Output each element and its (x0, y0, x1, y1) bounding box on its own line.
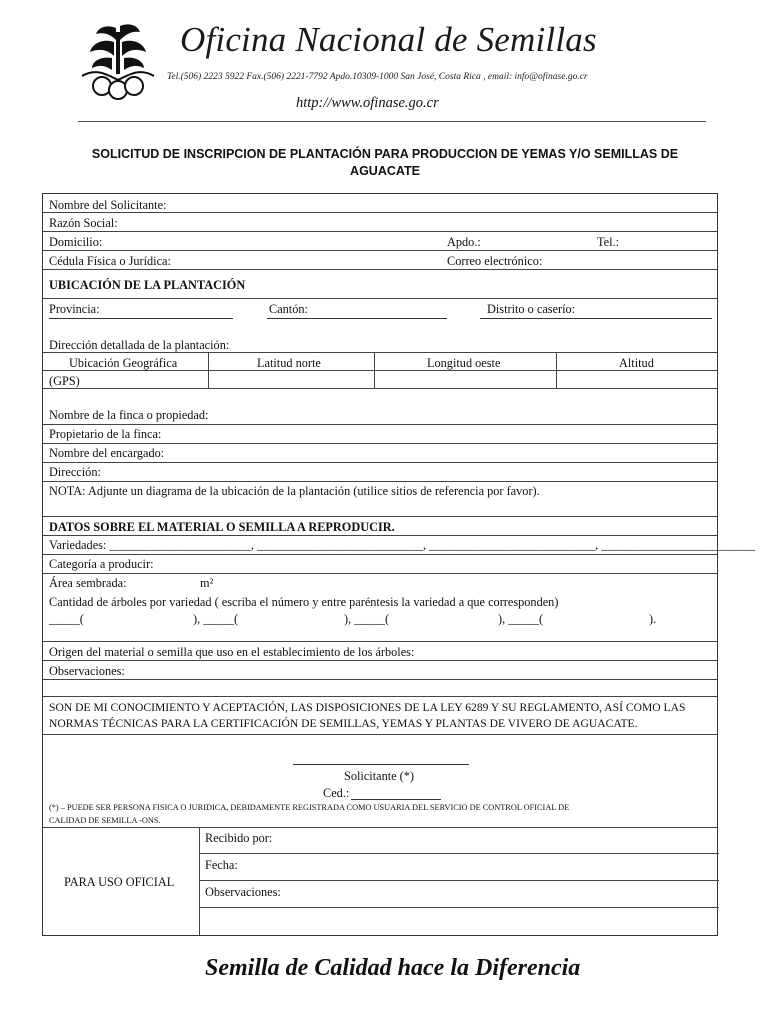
gps-header-longitude: Longitud oeste (427, 356, 501, 370)
area-label: Área sembrada: (49, 576, 127, 590)
org-name: Oficina Nacional de Semillas (180, 20, 597, 59)
footer-slogan: Semilla de Calidad hace la Diferencia (205, 955, 581, 981)
trees-blank-end: ). (649, 612, 657, 626)
trees-blank-1[interactable]: _____( (49, 612, 84, 626)
header-divider (78, 121, 706, 122)
gps-label: (GPS) (49, 374, 80, 388)
ons-logo (76, 22, 160, 100)
observations-label: Observaciones: (49, 664, 125, 678)
id-label: Cédula Física o Jurídica: (49, 254, 171, 268)
declaration-line2: NORMAS TÉCNICAS PARA LA CERTIFICACIÓN DE SEMILLAS, YEMAS Y PLANTAS DE VIVERO DE AGUACATE. (49, 717, 638, 730)
district-field[interactable] (480, 318, 712, 319)
form-title-line2: AGUACATE (350, 164, 420, 178)
applicant-signature-label: Solicitante (*) (344, 769, 415, 783)
location-heading: UBICACIÓN DE LA PLANTACIÓN (49, 278, 246, 292)
ced-field[interactable] (351, 799, 441, 800)
district-label: Distrito o caserío: (487, 302, 576, 316)
category-label: Categoría a producir: (49, 557, 154, 571)
signature-line[interactable] (293, 764, 469, 765)
farm-name-label: Nombre de la finca o propiedad: (49, 408, 209, 422)
detailed-address-label: Dirección detallada de la plantación: (49, 338, 230, 352)
application-form (42, 193, 756, 936)
applicant-name-label: Nombre del Solicitante: (49, 198, 167, 212)
farm-address-label: Dirección: (49, 465, 101, 479)
official-observations-label: Observaciones: (205, 885, 281, 899)
province-field[interactable] (49, 318, 233, 319)
gps-header-altitude: Altitud (619, 356, 654, 370)
address-label: Domicilio: (49, 235, 103, 249)
material-heading: DATOS SOBRE EL MATERIAL O SEMILLA A REPRODUCIR. (49, 520, 395, 534)
diagram-note: NOTA: Adjunte un diagrama de la ubicación de la plantación (utilice sitios de referencia por favor). (49, 484, 540, 498)
form-title-line1: SOLICITUD DE INSCRIPCION DE PLANTACIÓN PARA PRODUCCION DE YEMAS Y/O SEMILLAS DE (91, 147, 679, 161)
ced-label: Ced.: (323, 786, 350, 800)
manager-label: Nombre del encargado: (49, 446, 165, 460)
contact-line: Tel.(506) 2223 5922 Fax.(506) 2221-7792 Apdo.10309-1000 San José, Costa Rica , email: info@ofinase.go.cr (167, 72, 588, 82)
canton-field[interactable] (267, 318, 447, 319)
origin-label: Origen del material o semilla que uso en el establecimiento de los árboles: (49, 645, 415, 659)
trees-blank-4[interactable]: ), _____( (498, 612, 544, 626)
canton-label: Cantón: (269, 302, 308, 316)
date-label: Fecha: (205, 858, 238, 872)
official-use-label: PARA USO OFICIAL (64, 875, 175, 889)
po-box-label: Apdo.: (447, 235, 481, 249)
farm-owner-label: Propietario de la finca: (49, 427, 162, 441)
signature-note-line1: (*) – PUEDE SER PERSONA FISICA O JURIDICA, DEBIDAMENTE REGISTRADA COMO USUARIA DEL SERVICIO DE CONTROL OFICIAL DE (49, 803, 570, 812)
signature-note-line2: CALIDAD DE SEMILLA -ONS. (49, 816, 161, 825)
trees-blank-2[interactable]: ), _____( (193, 612, 239, 626)
varieties-field[interactable]: Variedades: _______________________, ___________________________, ___________________________, _________________________ (49, 538, 756, 552)
gps-header-location: Ubicación Geográfica (69, 356, 178, 370)
trees-blank-3[interactable]: ), _____( (344, 612, 390, 626)
received-by-label: Recibido por: (205, 831, 273, 845)
email-label: Correo electrónico: (447, 254, 543, 268)
trees-quantity-label: Cantidad de árboles por variedad ( escriba el número y entre paréntesis la variedad a que corresponden) (49, 595, 559, 609)
area-unit: m² (200, 576, 214, 590)
province-label: Provincia: (49, 302, 100, 316)
business-name-label: Razón Social: (49, 216, 118, 230)
website-link[interactable]: http://www.ofinase.go.cr (296, 95, 439, 111)
gps-header-latitude: Latitud norte (257, 356, 321, 370)
declaration-line1: SON DE MI CONOCIMIENTO Y ACEPTACIÓN, LAS DISPOSICIONES DE LA LEY 6289 Y SU REGLAMENTO, ASÍ COMO LAS (49, 701, 686, 714)
phone-label: Tel.: (597, 235, 620, 249)
form-title (60, 146, 710, 180)
